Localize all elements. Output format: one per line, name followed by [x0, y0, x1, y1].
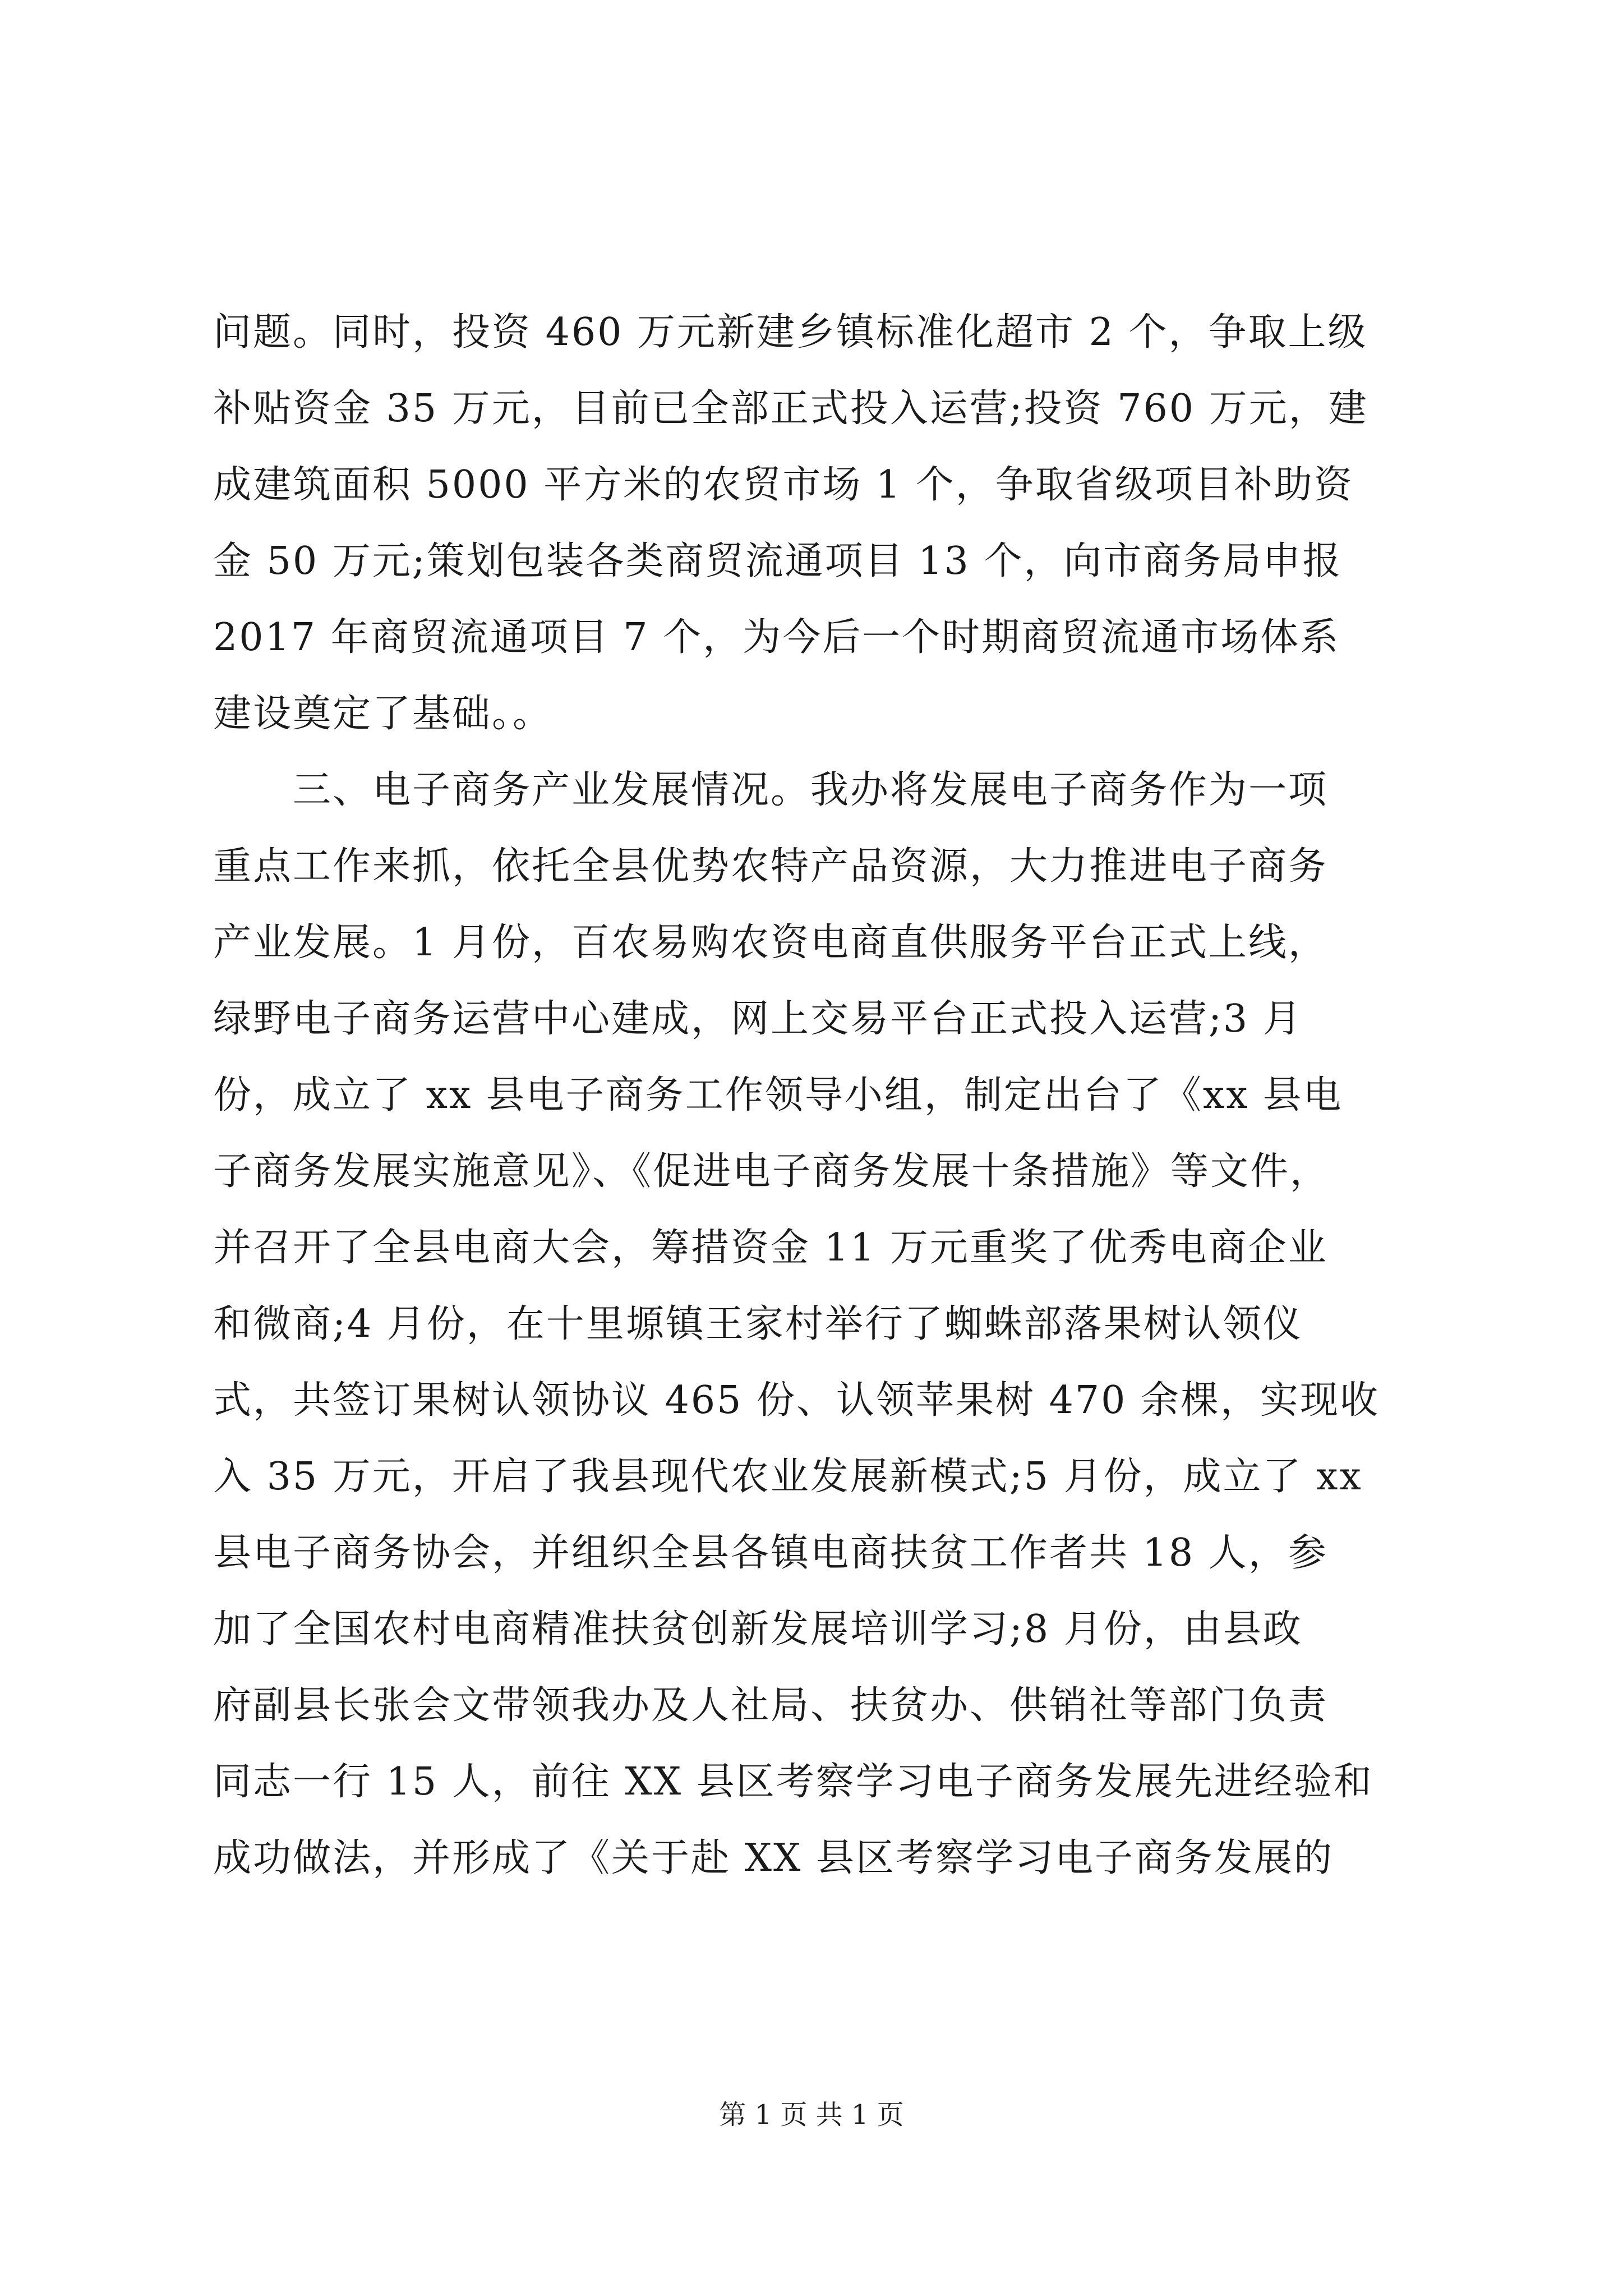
text-line: 府副县长张会文带领我办及人社局、扶贫办、供销社等部门负责	[213, 1683, 1329, 1728]
text-line: 和微商;4 月份，在十里塬镇王家村举行了蜘蛛部落果树认领仪	[213, 1302, 1303, 1346]
document-body	[213, 295, 1419, 1897]
text-line: 子商务发展实施意见》、《促进电子商务发展十条措施》等文件，	[213, 1149, 1330, 1194]
text-line: 问题。同时，投资 460 万元新建乡镇标准化超市 2 个，争取上级	[213, 310, 1368, 355]
text-line: 2017 年商贸流通项目 7 个，为今后一个时期商贸流通市场体系	[213, 615, 1340, 660]
text-line: 同志一行 15 人，前往 XX 县区考察学习电子商务发展先进经验和	[213, 1760, 1373, 1804]
text-line: 三、电子商务产业发展情况。我办将发展电子商务作为一项	[213, 768, 1329, 812]
text-line: 成功做法，并形成了《关于赴 XX 县区考察学习电子商务发展的	[213, 1836, 1334, 1880]
text-line: 金 50 万元;策划包装各类商贸流通项目 13 个，向市商务局申报	[213, 539, 1343, 583]
text-line: 补贴资金 35 万元，目前已全部正式投入运营;投资 760 万元，建	[213, 386, 1368, 431]
text-line: 重点工作来抓，依托全县优势农特产品资源，大力推进电子商务	[213, 844, 1329, 889]
page-number-footer: 第 1 页 共 1 页	[719, 2099, 904, 2131]
text-line: 加了全国农村电商精准扶贫创新发展培训学习;8 月份，由县政	[213, 1607, 1303, 1651]
text-line: 式，共签订果树认领协议 465 份、认领苹果树 470 余棵，实现收	[213, 1378, 1380, 1423]
text-line: 并召开了全县电商大会，筹措资金 11 万元重奖了优秀电商企业	[213, 1226, 1328, 1270]
text-line: 建设奠定了基础。。	[213, 692, 553, 736]
text-line: 份，成立了 xx 县电子商务工作领导小组，制定出台了《xx 县电	[213, 1073, 1343, 1117]
text-line: 入 35 万元，开启了我县现代农业发展新模式;5 月份，成立了 xx	[213, 1455, 1363, 1499]
text-line: 成建筑面积 5000 平方米的农贸市场 1 个，争取省级项目补助资	[213, 463, 1354, 507]
text-line: 产业发展。1 月份，百农易购农资电商直供服务平台正式上线，	[213, 921, 1328, 965]
text-line: 绿野电子商务运营中心建成，网上交易平台正式投入运营;3 月	[213, 997, 1303, 1041]
text-line: 县电子商务协会，并组织全县各镇电商扶贫工作者共 18 人，参	[213, 1531, 1328, 1575]
